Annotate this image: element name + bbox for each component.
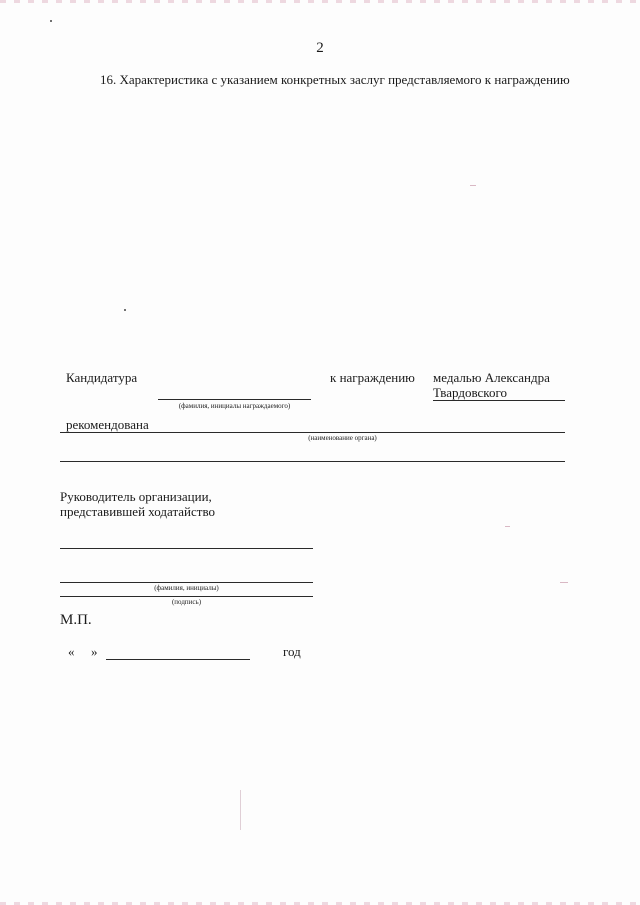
scan-dot — [50, 20, 52, 22]
date-close-quote: » — [91, 644, 98, 659]
signature-line[interactable] — [60, 596, 313, 597]
scan-speck — [505, 526, 510, 527]
to-award-label: к награждению — [330, 370, 415, 385]
award-name-line1: медалью Александра — [433, 370, 550, 385]
year-label: год — [283, 644, 301, 659]
scan-speck — [470, 185, 476, 186]
scan-edge-top — [0, 0, 640, 3]
award-underline — [433, 400, 565, 401]
recommended-label: рекомендована — [66, 417, 149, 432]
signature-caption: (подпись) — [171, 598, 202, 606]
candidate-name-line[interactable] — [158, 399, 311, 400]
organ-caption: (наименование органа) — [308, 434, 377, 442]
award-name-line2: Твардовского — [433, 385, 507, 400]
scan-dot — [124, 309, 126, 311]
candidacy-label: Кандидатура — [66, 370, 138, 385]
head-position-line[interactable] — [60, 548, 313, 549]
stamp-label: М.П. — [60, 612, 92, 628]
head-name-caption: (фамилия, инициалы) — [154, 584, 219, 592]
head-name-line[interactable] — [60, 582, 313, 583]
scan-speck — [240, 790, 241, 830]
page-number: 2 — [316, 40, 324, 56]
scan-speck — [560, 582, 568, 583]
date-open-quote: « — [68, 644, 75, 659]
candidate-name-caption: (фамилия, инициалы награждаемого) — [178, 402, 291, 410]
head-label-line2: представившей ходатайство — [60, 504, 216, 519]
organ-line-continued[interactable] — [60, 461, 565, 462]
date-line[interactable] — [106, 659, 250, 660]
head-label-line1: Руководитель организации, — [60, 489, 212, 504]
organ-line[interactable] — [60, 432, 565, 433]
section-heading: 16. Характеристика с указанием конкретных заслуг представляемого к награждению — [100, 72, 570, 87]
